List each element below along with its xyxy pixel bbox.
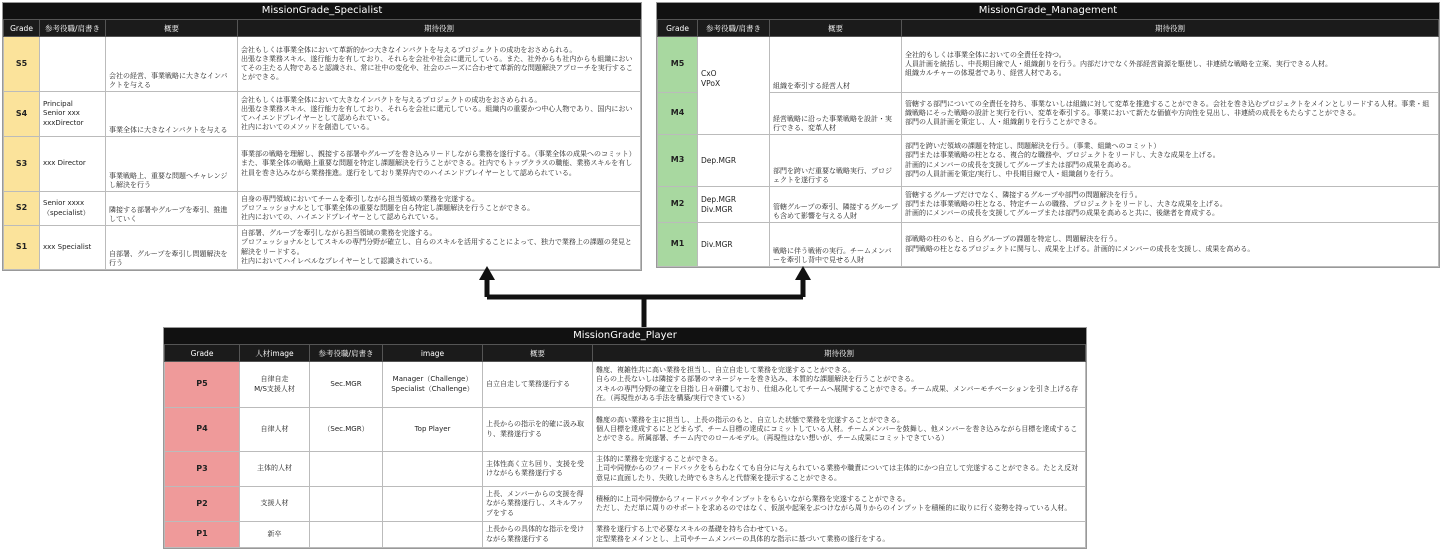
expected-role-cell: 管轄するグループだけでなく、隣接するグループや部門の問題解決を行う。 部門または事業戦略の柱となる、特定チームの職務、プロジェクトをリードし、大きな成果を上げる。 計画的にメンバーの成長を支援してグループまたは部門の成果を高めると共に、後継者を育成する。 <box>902 187 1439 223</box>
grade-cell: P2 <box>165 487 240 522</box>
summary-cell: 戦略に伴う戦術の実行。チームメンバーを牽引し背中で見せる人財 <box>770 223 902 267</box>
grade-cell: M3 <box>658 135 698 187</box>
grade-cell: P1 <box>165 522 240 548</box>
player-table <box>163 327 1087 549</box>
table-row <box>165 522 1086 548</box>
summary-cell: 主体性高く立ち回り、支援を受けながらも業務遂行する <box>483 452 593 487</box>
expected-role-cell: 業務を遂行する上で必要なスキルの基礎を持ち合わせている。 定型業務をメインとし、上司やチームメンバーの具体的な指示に基づいて業務の遂行をする。 <box>593 522 1086 548</box>
grade-cell: S5 <box>4 37 40 92</box>
summary-cell: 自部署、グループを牽引し問題解決を行う <box>106 226 238 270</box>
expected-role-cell: 自身の専門領域においてチームを牽引しながら担当領域の業務を完遂する。 プロフェッショナルとして事業全体の重要な問題を自ら特定し課題解決を行うことができる。 社内においての、ハイエンドプレイヤーとして認められている。 <box>238 192 641 226</box>
title-cell: （Sec.MGR） <box>310 408 383 452</box>
title-cell: xxx Specialist <box>40 226 106 270</box>
table-row <box>165 408 1086 452</box>
expected-role-cell: 部戦略の柱のもと、自らグループの課題を特定し、問題解決を行う。 部門戦略の柱となるプロジェクトに関与し、成果を上げる。計画的にメンバーの成長を支援し、成果を高める。 <box>902 223 1439 267</box>
expected-role-cell: 管轄する部門についての全責任を持ち、事業ないしは組織に対して変革を推進することができる。会社を巻き込むプロジェクトをメインとしリードする人材。事業・組織戦略にそった戦略の設計と実行を行い、変革を牽引する。事業において新たな価値や方向性を見出し、非連続の成長をもたらすことができる。 部門の人員計画を策定し、人・組織創りを行うことができる。 <box>902 93 1439 135</box>
header-title: 参考役職/肩書き <box>698 20 770 37</box>
title-cell: Sec.MGR <box>310 362 383 408</box>
grade-cell: S1 <box>4 226 40 270</box>
expected-role-cell: 積極的に上司や同僚からフィードバックやインプットをもらいながら業務を完遂することができる。 ただし、ただ単に周りのサポートを求めるのではなく、仮説や起案をぶつけながら周りからのインプットを積極的に取りに行く姿勢を持っている人材。 <box>593 487 1086 522</box>
header-expected-role: 期待役割 <box>593 345 1086 362</box>
grade-cell: M5 <box>658 37 698 93</box>
expected-role-cell: 会社もしくは事業全体において革新的かつ大きなインパクトを与えるプロジェクトの成功をおさめられる。 出張なき業務スキル、遂行能力を有しており、それらを会社や社会に還元している。また、社外からも社内からも組織においてその主たる人物であると認識され、常に社中の変化や、社会のニーズに合わせて革新的な問題解決アプローチを実行することができる。 <box>238 37 641 92</box>
talent-image-cell: 自律人材 <box>240 408 310 452</box>
talent-image-cell: 支援人材 <box>240 487 310 522</box>
summary-cell: 自立自走して業務遂行する <box>483 362 593 408</box>
grade-cell: S4 <box>4 92 40 137</box>
grade-cell: S2 <box>4 192 40 226</box>
title-cell: Div.MGR <box>698 223 770 267</box>
table-row <box>165 362 1086 408</box>
grade-cell: M4 <box>658 93 698 135</box>
summary-cell: 上長、メンバーからの支援を得ながら業務遂行し、スキルアップをする <box>483 487 593 522</box>
summary-cell: 経営戦略に沿った事業戦略を設計・実行できる、変革人材 <box>770 93 902 135</box>
header-talent-image: 人材image <box>240 345 310 362</box>
header-expected-role: 期待役割 <box>238 20 641 37</box>
grade-cell: P5 <box>165 362 240 408</box>
talent-image-cell: 新卒 <box>240 522 310 548</box>
talent-image-cell: 自律自走 M/S支援人材 <box>240 362 310 408</box>
grade-cell: P4 <box>165 408 240 452</box>
image-cell <box>383 487 483 522</box>
header-expected-role: 期待役割 <box>902 20 1439 37</box>
table-row <box>165 487 1086 522</box>
title-cell: CxO VPoX <box>698 37 770 135</box>
title-cell: Principal Senior xxx xxxDirector <box>40 92 106 137</box>
management-title: MissionGrade_Management <box>657 3 1439 19</box>
title-cell <box>310 522 383 548</box>
summary-cell: 上長からの指示を的確に汲み取り、業務遂行する <box>483 408 593 452</box>
player-header-row <box>165 345 1086 362</box>
header-summary: 概要 <box>106 20 238 37</box>
header-grade: Grade <box>165 345 240 362</box>
title-cell: xxx Director <box>40 137 106 192</box>
grade-cell: M2 <box>658 187 698 223</box>
grade-cell: M1 <box>658 223 698 267</box>
expected-role-cell: 主体的に業務を完遂することができる。 上司や同僚からのフィードバックをもらわなくても自分に与えられている業務や職責については主体的にかつ自立して完遂することができる。たとえ反対意見に直面したり、失敗した時でもきちんと代替案を提示することができる。 <box>593 452 1086 487</box>
image-cell: Top Player <box>383 408 483 452</box>
summary-cell: 部門を跨いだ重要な戦略実行、プロジェクトを遂行する <box>770 135 902 187</box>
expected-role-cell: 難度、複雑性共に高い業務を担当し、自立自走して業務を完遂することができる。 自らの上長ないしは隣接する部署のマネージャーを巻き込み、本質的な課題解決を行うことができる。 スキルの専門分野の確立を目指し日々研鑽しており、仕組み化してチームへ展開することができる。チーム成果、メンバーモチベーションを引き上げる存在。（再現性がある手法を構築/実行できている） <box>593 362 1086 408</box>
image-cell: Manager（Challenge） Specialist（Challenge） <box>383 362 483 408</box>
summary-cell: 会社の経営、事業戦略に大きなインパクトを与える <box>106 37 238 92</box>
image-cell <box>383 522 483 548</box>
header-grade: Grade <box>658 20 698 37</box>
arrow-up-management-icon <box>795 266 811 280</box>
title-cell: Dep.MGR Div.MGR <box>698 187 770 223</box>
header-title: 参考役職/肩書き <box>40 20 106 37</box>
talent-image-cell: 主体的人材 <box>240 452 310 487</box>
summary-cell: 管轄グループの牽引、隣接するグループも含めて影響を与える人財 <box>770 187 902 223</box>
summary-cell: 隣接する部署やグループを牽引、推進していく <box>106 192 238 226</box>
title-cell <box>310 487 383 522</box>
player-title: MissionGrade_Player <box>164 328 1086 344</box>
header-title: 参考役職/肩書き <box>310 345 383 362</box>
expected-role-cell: 事業部の戦略を理解し、親接する部署やグループを巻き込みリードしながら業務を遂行する。（事業全体の成果へのコミット） また、事業全体の戦略上重要な問題を特定し課題解決を行うことができる。社内でもトップクラスの職能、業務スキルを有し社員を巻き込みながら業務推進。遂行をしており業界内でのハイエンドプレイヤーとして認められている。 <box>238 137 641 192</box>
header-image: image <box>383 345 483 362</box>
header-summary: 概要 <box>770 20 902 37</box>
specialist-title: MissionGrade_Specialist <box>3 3 641 19</box>
image-cell <box>383 452 483 487</box>
table-row <box>165 452 1086 487</box>
grade-cell: S3 <box>4 137 40 192</box>
expected-role-cell: 部門を跨いだ領域の課題を特定し、問題解決を行う。（事業、組織へのコミット） 部門または事業戦略の柱となる、複合的な職務や、プロジェクトをリードし、大きな成果を上げる。 計画的にメンバーの成長を支援してグループまたは部門の成果を高める。 部門の人員計画を策定/実行し、中長期目線で人・組織創りを行う。 <box>902 135 1439 187</box>
title-cell: Dep.MGR <box>698 135 770 187</box>
expected-role-cell: 会社もしくは事業全体において大きなインパクトを与えるプロジェクトの成功をおさめられる。 出張なき業務スキル、遂行能力を有しており、それらを会社に還元している。組織内の重要かつ中心人物であり、国内においてハイエンドプレイヤーとして認められている。 社内においてのメソッドを創造している。 <box>238 92 641 137</box>
summary-cell: 組織を牽引する経営人材 <box>770 37 902 93</box>
expected-role-cell: 全社的もしくは事業全体においての全責任を持つ。 人員計画を統括し、中長期目線で人・組織創りを行う。内部だけでなく外部経営資源を駆使し、非連続な戦略を立案、実行できる人材。 組織カルチャーの体現者であり、経営人材である。 <box>902 37 1439 93</box>
summary-cell: 事業全体に大きなインパクトを与える <box>106 92 238 137</box>
title-cell: Senior xxxx （specialist） <box>40 192 106 226</box>
header-summary: 概要 <box>483 345 593 362</box>
title-cell <box>310 452 383 487</box>
expected-role-cell: 難度の高い業務を主に担当し、上長の指示のもと、自立した状態で業務を完遂することができる。 個人目標を達成するにとどまらず、チーム目標の達成にコミットしている人材。チームメンバーを鼓舞し、他メンバーを巻き込みながら目標を達成することができる。所属部署、チーム内でのロールモデル。（再現性はない想いが、チーム成果にコミットできている） <box>593 408 1086 452</box>
summary-cell: 上長からの具体的な指示を受けながら業務遂行する <box>483 522 593 548</box>
expected-role-cell: 自部署、グループを牽引しながら担当領域の業務を完遂する。 プロフェッショナルとしてスキルの専門分野が確立し、自らのスキルを活用することによって、独力で業務上の課題の発見と解決をリードする。 社内においてハイレベルなプレイヤーとして認識されている。 <box>238 226 641 270</box>
grade-cell: P3 <box>165 452 240 487</box>
summary-cell: 事業戦略上、重要な問題へチャレンジし解決を行う <box>106 137 238 192</box>
header-grade: Grade <box>4 20 40 37</box>
arrow-up-specialist-icon <box>479 266 495 280</box>
